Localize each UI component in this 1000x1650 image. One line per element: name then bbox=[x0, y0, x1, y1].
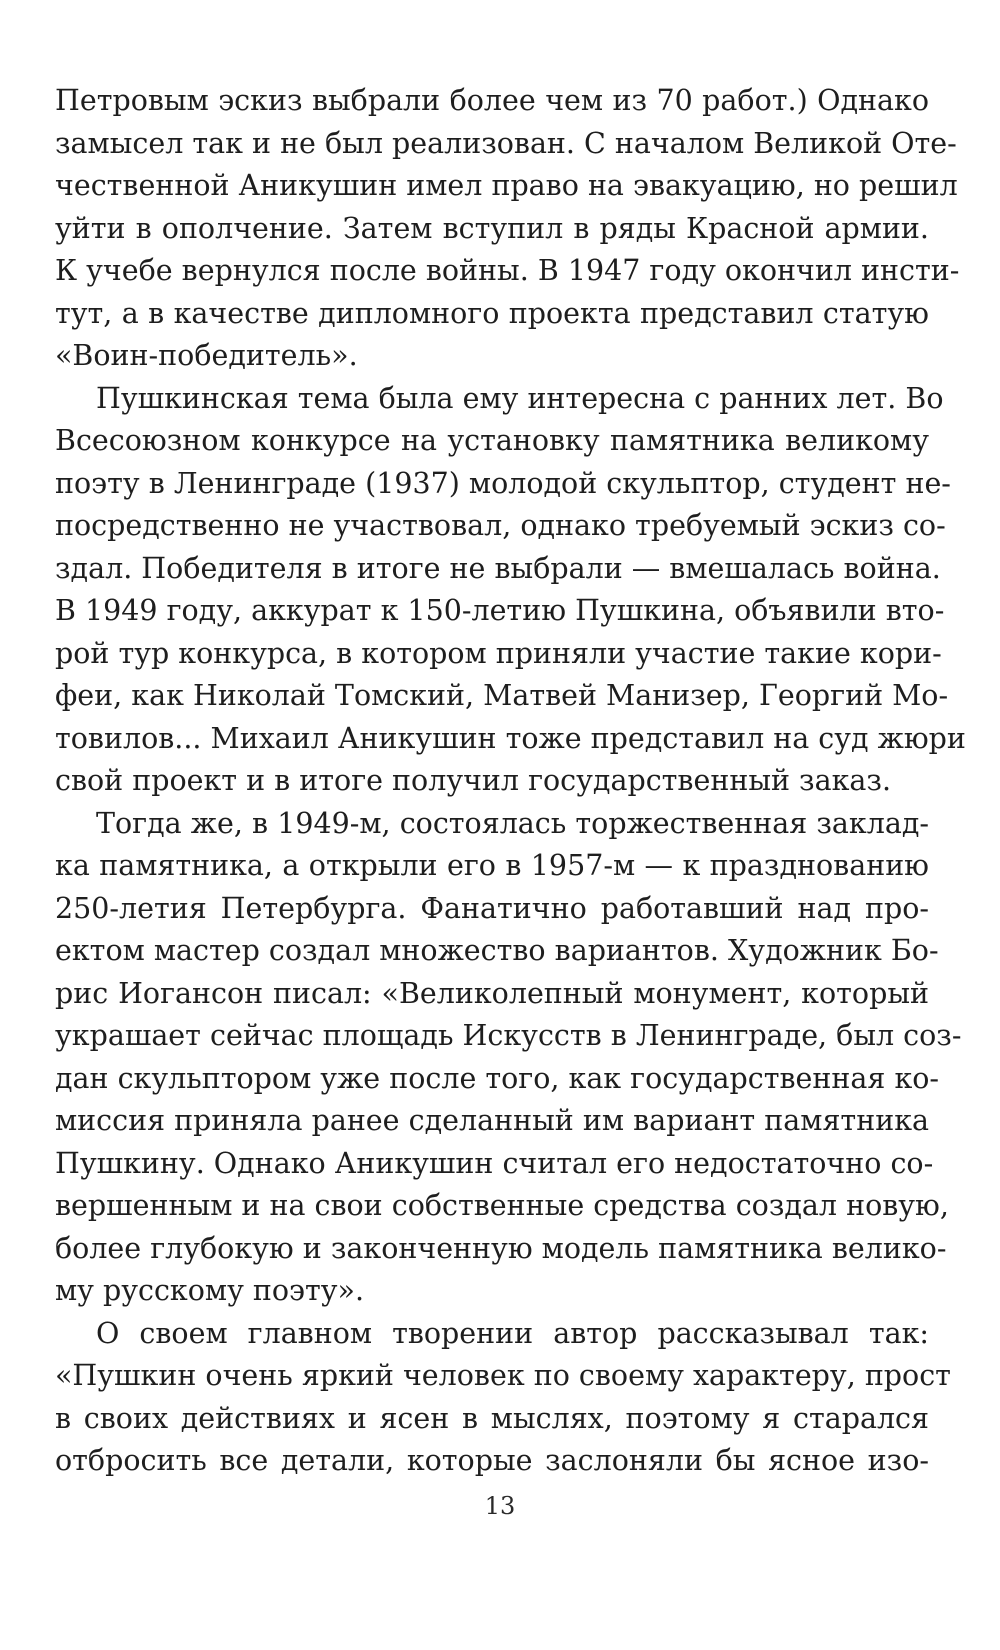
paragraph bbox=[55, 80, 960, 378]
text-line: чественной Аникушин имел право на эвакуацию, но решил bbox=[55, 169, 958, 202]
text-line: ка памятника, а открыли его в 1957-м — к празднованию bbox=[55, 849, 929, 882]
text-line: в своих действиях и ясен в мыслях, поэтому я старался bbox=[55, 1401, 929, 1435]
text-line: «Воин-победитель». bbox=[55, 339, 358, 372]
text-line: посредственно не участвовал, однако требуемый эскиз со- bbox=[55, 509, 946, 542]
text-line: му русскому поэту». bbox=[55, 1274, 365, 1307]
text-line: О своем главном творении автор рассказывал так: bbox=[96, 1316, 929, 1350]
text-line: Петровым эскиз выбрали более чем из 70 работ.) Однако bbox=[55, 84, 929, 117]
text-line: рис Иогансон писал: «Великолепный монумент, который bbox=[55, 976, 929, 1010]
text-line: вершенным и на свои собственные средства создал новую, bbox=[55, 1189, 949, 1222]
text-line: К учебе вернулся после войны. В 1947 году окончил инсти- bbox=[55, 254, 960, 287]
text-line: феи, как Николай Томский, Матвей Манизер, Георгий Мо- bbox=[55, 679, 949, 712]
text-line: Пушкинская тема была ему интересна с ранних лет. Во bbox=[96, 381, 944, 415]
text-line: тут, а в качестве дипломного проекта представил статую bbox=[55, 296, 929, 330]
text-line: 250-летия Петербурга. Фанатично работавший над про- bbox=[55, 891, 929, 925]
text-line: отбросить все детали, которые заслоняли бы ясное изо- bbox=[55, 1444, 929, 1477]
paragraph bbox=[55, 803, 962, 1313]
text-line: свой проект и в итоге получил государственный заказ. bbox=[55, 764, 892, 797]
body-text bbox=[55, 80, 966, 1483]
text-line: более глубокую и законченную модель памятника велико- bbox=[55, 1231, 947, 1265]
text-line: поэту в Ленинграде (1937) молодой скульптор, студент не- bbox=[55, 466, 951, 500]
text-line: товилов... Михаил Аникушин тоже представил на суд жюри bbox=[55, 721, 966, 755]
text-line: Тогда же, в 1949-м, состоялась торжественная заклад- bbox=[96, 806, 929, 840]
text-line: «Пушкин очень яркий человек по своему характеру, прост bbox=[55, 1359, 951, 1392]
text-line: Всесоюзном конкурсе на установку памятника великому bbox=[55, 424, 929, 457]
text-line: Пушкину. Однако Аникушин считал его недостаточно со- bbox=[55, 1146, 934, 1180]
text-line: здал. Победителя в итоге не выбрали — вмешалась война. bbox=[55, 551, 941, 585]
text-line: В 1949 году, аккурат к 150-летию Пушкина, объявили вто- bbox=[55, 594, 945, 627]
text-line: дан скульптором уже после того, как государственная ко- bbox=[55, 1061, 940, 1095]
text-line: замысел так и не был реализован. С началом Великой Оте- bbox=[55, 126, 957, 160]
text-line: уйти в ополчение. Затем вступил в ряды Красной армии. bbox=[55, 211, 929, 245]
page-number: 13 bbox=[484, 1492, 516, 1520]
text-line: ектом мастер создал множество вариантов. Художник Бо- bbox=[55, 934, 939, 967]
text-line: миссия приняла ранее сделанный им вариант памятника bbox=[55, 1104, 929, 1137]
paragraph bbox=[55, 1313, 951, 1483]
text-line: рой тур конкурса, в котором приняли участие такие кори- bbox=[55, 636, 942, 670]
paragraph bbox=[55, 378, 966, 803]
text-line: украшает сейчас площадь Искусств в Ленинграде, был соз- bbox=[55, 1019, 962, 1052]
